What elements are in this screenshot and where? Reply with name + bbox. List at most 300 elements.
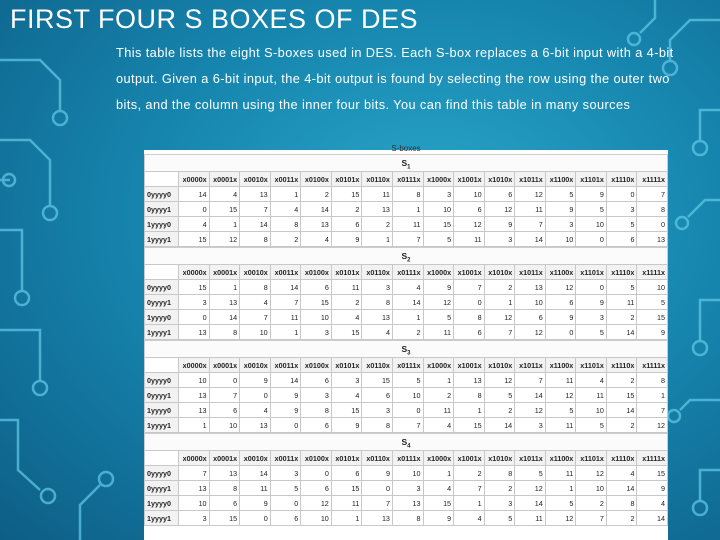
table-cell: 10 [454,187,485,202]
table-cell: 1 [423,373,454,388]
column-header: x1011x [515,451,546,466]
table-cell: 15 [454,418,485,433]
table-cell: 8 [637,202,668,217]
sbox-block-3 [144,340,668,433]
table-row [145,295,668,310]
table-cell: 15 [331,325,362,340]
table-cell: 9 [331,418,362,433]
table-cell: 10 [392,388,423,403]
table-cell: 0 [270,496,301,511]
table-cell: 7 [240,310,271,325]
table-cell: 8 [637,373,668,388]
table-row [145,280,668,295]
table-cell: 6 [606,232,637,247]
table-cell: 12 [484,202,515,217]
table-row [145,403,668,418]
table-cell: 4 [576,373,607,388]
table-cell: 9 [270,403,301,418]
table-cell: 6 [270,511,301,526]
table-cell: 3 [179,295,210,310]
column-header: x1110x [606,265,637,280]
table-cell: 9 [637,325,668,340]
slide-title: FIRST FOUR S BOXES OF DES [10,4,419,34]
table-cell: 8 [484,466,515,481]
table-row [145,418,668,433]
table-cell: 3 [301,388,332,403]
sbox-name: $S_3$ [144,340,668,357]
table-cell: 4 [423,481,454,496]
table-cell: 1 [545,481,576,496]
table-cell: 2 [331,295,362,310]
column-header: x0001x [209,358,240,373]
table-cell: 3 [484,496,515,511]
column-header: x1010x [484,172,515,187]
table-row [145,511,668,526]
table-cell: 15 [637,310,668,325]
table-cell: 11 [270,310,301,325]
table-cell: 4 [209,187,240,202]
table-cell: 2 [606,310,637,325]
table-cell: 12 [515,403,546,418]
table-cell: 10 [240,325,271,340]
table-cell: 9 [576,187,607,202]
table-cell: 0 [637,217,668,232]
sbox-container [144,154,668,526]
table-cell: 13 [362,511,393,526]
table-cell: 5 [606,217,637,232]
table-cell: 6 [545,295,576,310]
table-cell: 8 [392,187,423,202]
column-header: x0010x [240,172,271,187]
column-header: x1011x [515,172,546,187]
table-cell: 5 [484,511,515,526]
table-cell: 10 [301,310,332,325]
row-header: 0yyyy1 [145,481,179,496]
table-cell: 14 [606,325,637,340]
row-header: 0yyyy0 [145,187,179,202]
table-cell: 11 [545,466,576,481]
table-row [145,310,668,325]
table-cell: 7 [454,280,485,295]
table-cell: 6 [454,325,485,340]
column-header: x0011x [270,358,301,373]
table-cell: 5 [545,187,576,202]
table-cell: 5 [484,388,515,403]
table-cell: 1 [179,418,210,433]
table-cell: 14 [515,388,546,403]
table-cell: 0 [362,481,393,496]
table-cell: 14 [515,232,546,247]
table-cell: 11 [545,418,576,433]
table-row [145,217,668,232]
table-cell: 1 [270,187,301,202]
table-cell: 15 [301,295,332,310]
column-header: x0111x [392,358,423,373]
table-cell: 5 [637,295,668,310]
table-cell: 0 [179,310,210,325]
table-cell: 2 [576,496,607,511]
sbox-block-1 [144,154,668,247]
table-cell: 10 [209,418,240,433]
column-header: x1101x [576,265,607,280]
sbox-grid [144,357,668,433]
table-cell: 9 [545,310,576,325]
table-cell: 8 [209,481,240,496]
table-cell: 1 [270,325,301,340]
header-corner [145,358,179,373]
column-header: x0100x [301,451,332,466]
sbox-grid [144,264,668,340]
table-cell: 10 [423,202,454,217]
table-cell: 1 [331,511,362,526]
table-cell: 15 [362,373,393,388]
table-cell: 3 [423,187,454,202]
table-cell: 10 [515,295,546,310]
table-cell: 14 [606,481,637,496]
column-header: x1000x [423,172,454,187]
table-cell: 6 [209,496,240,511]
table-cell: 4 [637,496,668,511]
table-cell: 6 [484,187,515,202]
table-cell: 13 [179,388,210,403]
row-header: 1yyyy0 [145,310,179,325]
table-row [145,187,668,202]
table-cell: 1 [454,496,485,511]
table-cell: 0 [240,511,271,526]
header-corner [145,265,179,280]
column-header: x0011x [270,172,301,187]
table-row [145,373,668,388]
table-cell: 12 [545,280,576,295]
table-cell: 2 [362,217,393,232]
column-header: x1111x [637,451,668,466]
column-header: x1001x [454,265,485,280]
column-header: x0110x [362,358,393,373]
table-cell: 3 [270,466,301,481]
table-cell: 4 [240,295,271,310]
table-cell: 10 [576,403,607,418]
table-cell: 4 [606,466,637,481]
table-cell: 10 [576,217,607,232]
row-header: 0yyyy1 [145,388,179,403]
table-cell: 0 [301,466,332,481]
table-cell: 4 [270,202,301,217]
column-header: x1000x [423,265,454,280]
row-header: 1yyyy1 [145,511,179,526]
table-header-row [145,265,668,280]
column-header: x1111x [637,172,668,187]
table-cell: 13 [362,202,393,217]
column-header: x0011x [270,265,301,280]
sbox-block-4 [144,433,668,526]
table-row [145,202,668,217]
column-header: x0000x [179,451,210,466]
table-cell: 14 [240,217,271,232]
table-cell: 9 [362,466,393,481]
table-cell: 15 [179,232,210,247]
sbox-name: $S_1$ [144,154,668,171]
table-cell: 14 [515,496,546,511]
table-cell: 2 [484,280,515,295]
column-header: x0110x [362,265,393,280]
table-cell: 0 [576,232,607,247]
table-cell: 7 [515,373,546,388]
table-cell: 14 [301,202,332,217]
column-header: x0001x [209,451,240,466]
table-row [145,325,668,340]
table-cell: 7 [637,187,668,202]
table-cell: 9 [423,280,454,295]
column-header: x0100x [301,172,332,187]
table-cell: 15 [423,217,454,232]
table-cell: 5 [576,202,607,217]
table-header-row [145,172,668,187]
table-cell: 6 [331,466,362,481]
table-cell: 11 [331,280,362,295]
table-cell: 4 [240,403,271,418]
table-cell: 1 [484,295,515,310]
table-cell: 3 [392,481,423,496]
table-cell: 7 [209,388,240,403]
table-cell: 4 [179,217,210,232]
table-cell: 5 [606,280,637,295]
row-header: 1yyyy0 [145,496,179,511]
table-cell: 8 [362,295,393,310]
table-cell: 13 [392,496,423,511]
table-cell: 11 [392,217,423,232]
table-cell: 12 [454,217,485,232]
column-header: x0001x [209,172,240,187]
table-cell: 13 [179,325,210,340]
table-cell: 5 [576,418,607,433]
column-header: x1000x [423,451,454,466]
table-cell: 14 [240,466,271,481]
slide-body-text: This table lists the eight S-boxes used in DES. Each S-box replaces a 6-bit input with a 4-bit output. Given a 6-bit input, the 4-bit output is found by selecting the row using the outer two bits, and the column using the inner four bits. You can find this table in many sources [116,45,674,112]
table-cell: 15 [331,187,362,202]
column-header: x0100x [301,265,332,280]
table-cell: 7 [515,217,546,232]
table-cell: 9 [637,481,668,496]
table-cell: 2 [606,418,637,433]
table-cell: 3 [515,418,546,433]
sbox-table [144,144,668,540]
table-cell: 2 [423,388,454,403]
table-cell: 10 [545,232,576,247]
row-header: 0yyyy1 [145,202,179,217]
table-cell: 8 [240,232,271,247]
table-cell: 4 [331,388,362,403]
row-header: 0yyyy0 [145,280,179,295]
table-cell: 1 [423,466,454,481]
column-header: x0010x [240,265,271,280]
table-cell: 2 [454,466,485,481]
table-cell: 8 [301,403,332,418]
column-header: x0111x [392,451,423,466]
column-header: x0110x [362,451,393,466]
sbox-name: $S_2$ [144,247,668,264]
table-cell: 4 [454,511,485,526]
table-cell: 5 [423,232,454,247]
table-cell: 13 [637,232,668,247]
table-row [145,466,668,481]
table-cell: 10 [301,511,332,526]
table-cell: 13 [179,481,210,496]
table-cell: 13 [362,310,393,325]
table-cell: 8 [209,325,240,340]
table-cell: 7 [392,418,423,433]
table-cell: 8 [392,511,423,526]
table-cell: 0 [209,373,240,388]
column-header: x0101x [331,172,362,187]
sbox-grid [144,450,668,526]
table-cell: 11 [606,295,637,310]
table-cell: 14 [606,403,637,418]
header-corner [145,172,179,187]
column-header: x0111x [392,172,423,187]
table-cell: 12 [484,373,515,388]
table-cell: 7 [484,325,515,340]
table-cell: 0 [392,403,423,418]
column-header: x1101x [576,172,607,187]
table-cell: 13 [209,295,240,310]
column-header: x1000x [423,358,454,373]
table-cell: 9 [545,202,576,217]
table-cell: 14 [637,511,668,526]
table-cell: 6 [331,217,362,232]
table-cell: 7 [362,496,393,511]
column-header: x1100x [545,358,576,373]
column-header: x0000x [179,358,210,373]
column-header: x1100x [545,172,576,187]
table-cell: 13 [179,403,210,418]
table-cell: 11 [545,373,576,388]
table-cell: 2 [606,373,637,388]
table-cell: 7 [576,511,607,526]
column-header: x1100x [545,265,576,280]
table-cell: 12 [515,187,546,202]
table-cell: 8 [606,496,637,511]
table-cell: 11 [454,232,485,247]
table-cell: 15 [606,388,637,403]
row-header: 1yyyy1 [145,325,179,340]
table-cell: 2 [392,325,423,340]
table-cell: 5 [392,373,423,388]
table-cell: 15 [423,496,454,511]
table-cell: 15 [209,202,240,217]
table-header-row [145,358,668,373]
table-cell: 3 [545,217,576,232]
table-cell: 1 [209,280,240,295]
row-header: 1yyyy0 [145,217,179,232]
table-cell: 1 [637,388,668,403]
table-cell: 12 [515,481,546,496]
table-cell: 4 [301,232,332,247]
table-cell: 15 [331,481,362,496]
table-cell: 1 [392,310,423,325]
table-cell: 8 [454,310,485,325]
table-cell: 1 [392,202,423,217]
column-header: x0001x [209,265,240,280]
table-cell: 5 [270,481,301,496]
table-cell: 3 [576,310,607,325]
table-cell: 14 [484,418,515,433]
table-cell: 6 [209,403,240,418]
table-cell: 14 [209,310,240,325]
table-cell: 2 [270,232,301,247]
table-cell: 5 [423,310,454,325]
table-cell: 0 [454,295,485,310]
column-header: x0000x [179,265,210,280]
table-cell: 0 [606,187,637,202]
row-header: 0yyyy0 [145,373,179,388]
table-cell: 2 [484,403,515,418]
table-header-row [145,451,668,466]
table-cell: 9 [423,511,454,526]
column-header: x1010x [484,265,515,280]
table-cell: 1 [209,217,240,232]
table-cell: 7 [270,295,301,310]
row-header: 1yyyy0 [145,403,179,418]
column-header: x0111x [392,265,423,280]
table-cell: 13 [209,466,240,481]
table-cell: 4 [331,310,362,325]
table-cell: 2 [606,511,637,526]
column-header: x0010x [240,451,271,466]
table-cell: 3 [362,403,393,418]
table-cell: 7 [240,202,271,217]
table-cell: 4 [392,280,423,295]
table-cell: 15 [331,403,362,418]
table-cell: 12 [484,310,515,325]
table-cell: 11 [515,511,546,526]
table-cell: 3 [179,511,210,526]
table-cell: 6 [301,481,332,496]
table-cell: 13 [301,217,332,232]
table-cell: 12 [515,325,546,340]
table-cell: 9 [331,232,362,247]
table-cell: 0 [179,202,210,217]
table-cell: 6 [362,388,393,403]
table-cell: 12 [209,232,240,247]
table-cell: 3 [606,202,637,217]
table-cell: 3 [301,325,332,340]
column-header: x1011x [515,358,546,373]
column-header: x1111x [637,358,668,373]
column-header: x0010x [240,358,271,373]
table-cell: 8 [362,418,393,433]
table-cell: 11 [331,496,362,511]
sbox-block-2 [144,247,668,340]
column-header: x1110x [606,358,637,373]
table-cell: 7 [392,232,423,247]
column-header: x1101x [576,451,607,466]
column-header: x1110x [606,172,637,187]
column-header: x1001x [454,451,485,466]
table-cell: 11 [423,403,454,418]
table-cell: 6 [515,310,546,325]
column-header: x1111x [637,265,668,280]
table-cell: 3 [331,373,362,388]
header-corner [145,451,179,466]
table-cell: 10 [179,496,210,511]
table-cell: 12 [576,466,607,481]
table-cell: 6 [454,202,485,217]
table-cell: 4 [362,325,393,340]
table-cell: 8 [240,280,271,295]
table-cell: 1 [454,403,485,418]
table-cell: 11 [576,388,607,403]
table-cell: 12 [545,388,576,403]
